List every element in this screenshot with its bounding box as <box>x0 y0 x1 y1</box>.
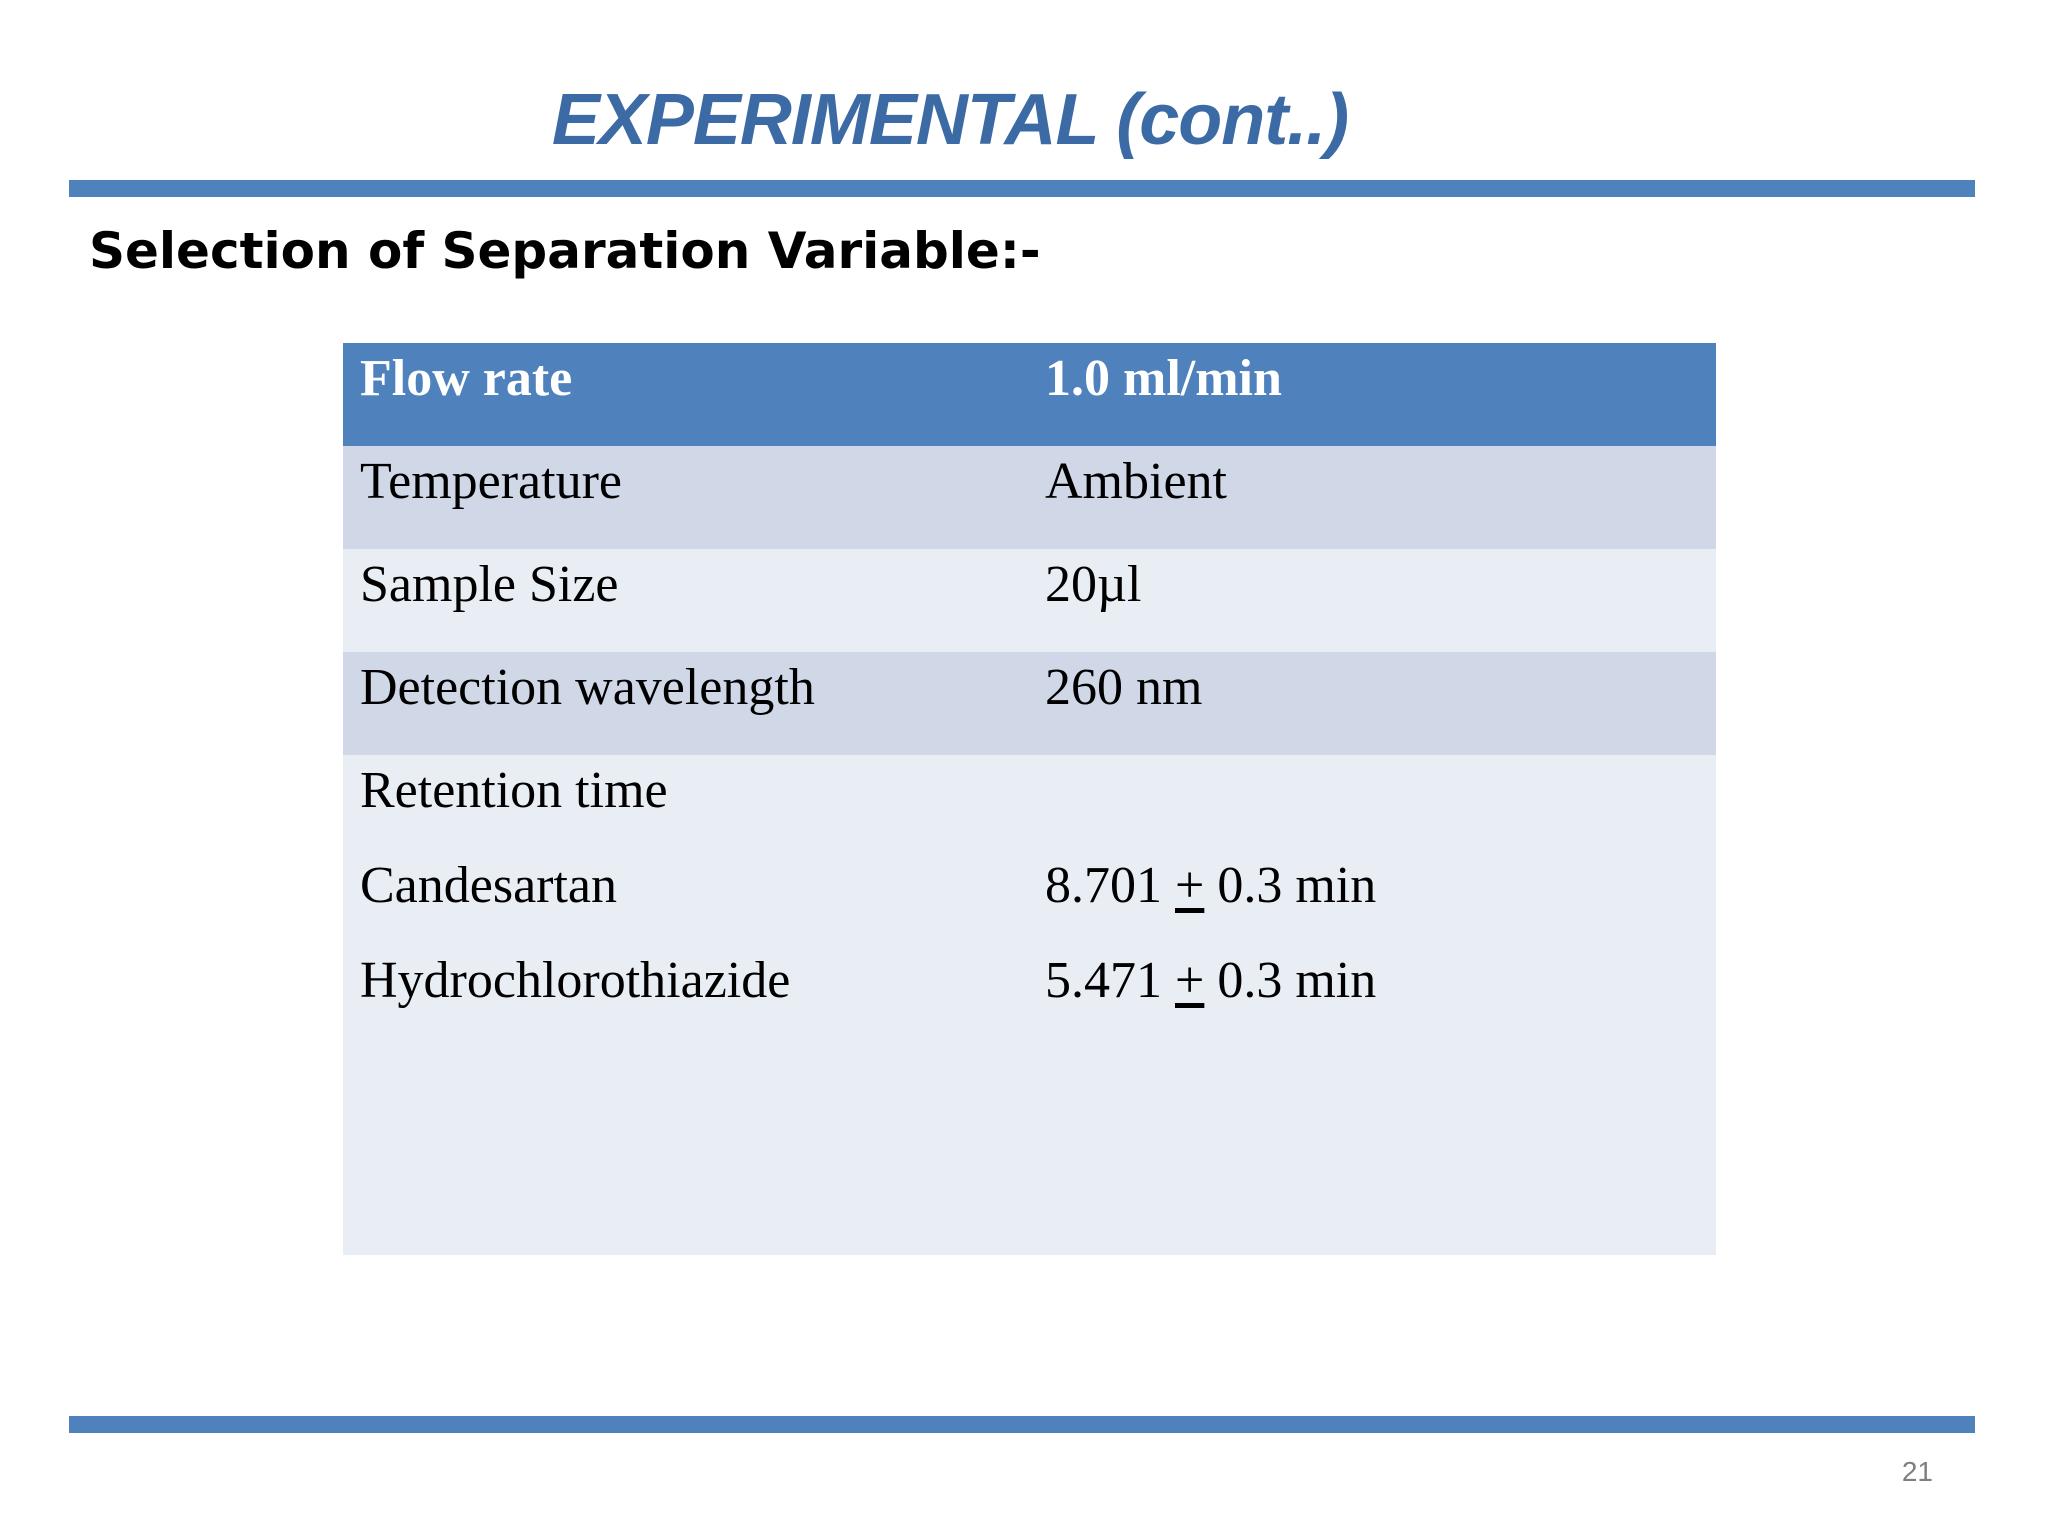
table-row <box>343 549 1716 652</box>
retention-param-cell <box>343 755 1028 1255</box>
retention-value-cell <box>1028 755 1716 1255</box>
separation-parameters-table <box>343 343 1716 1255</box>
value-rest: 0.3 min <box>1217 857 1377 914</box>
value-cell: 20µl <box>1028 549 1716 652</box>
value-main: 8.701 <box>1045 857 1162 914</box>
retention-value <box>1045 850 1716 945</box>
slide-title: EXPERIMENTAL (cont..) <box>551 80 1349 160</box>
retention-time-row <box>343 755 1716 1255</box>
compound-name: Candesartan <box>360 857 618 914</box>
value-rest: 0.3 min <box>1217 952 1377 1009</box>
retention-value <box>1045 945 1716 1040</box>
value-main: 5.471 <box>1045 952 1162 1009</box>
plus-minus-sign: + <box>1175 857 1205 914</box>
section-heading: Selection of Separation Variable:- <box>89 222 1041 280</box>
value-cell: 260 nm <box>1028 652 1716 755</box>
header-value-cell: 1.0 ml/min <box>1028 343 1716 446</box>
retention-label: Retention time <box>360 762 668 819</box>
table-row <box>343 446 1716 549</box>
param-cell: Temperature <box>343 446 1028 549</box>
page-number: 21 <box>1901 1456 1933 1487</box>
compound-name: Hydrochlorothiazide <box>360 952 791 1009</box>
retention-spacer <box>1045 755 1716 850</box>
param-cell: Sample Size <box>343 549 1028 652</box>
table-row <box>343 652 1716 755</box>
table-header-row <box>343 343 1716 446</box>
header-param-cell: Flow rate <box>343 343 1028 446</box>
plus-minus-sign: + <box>1175 952 1205 1009</box>
bottom-divider <box>69 1416 1975 1433</box>
param-cell: Detection wavelength <box>343 652 1028 755</box>
top-divider <box>69 180 1975 197</box>
value-cell: Ambient <box>1028 446 1716 549</box>
